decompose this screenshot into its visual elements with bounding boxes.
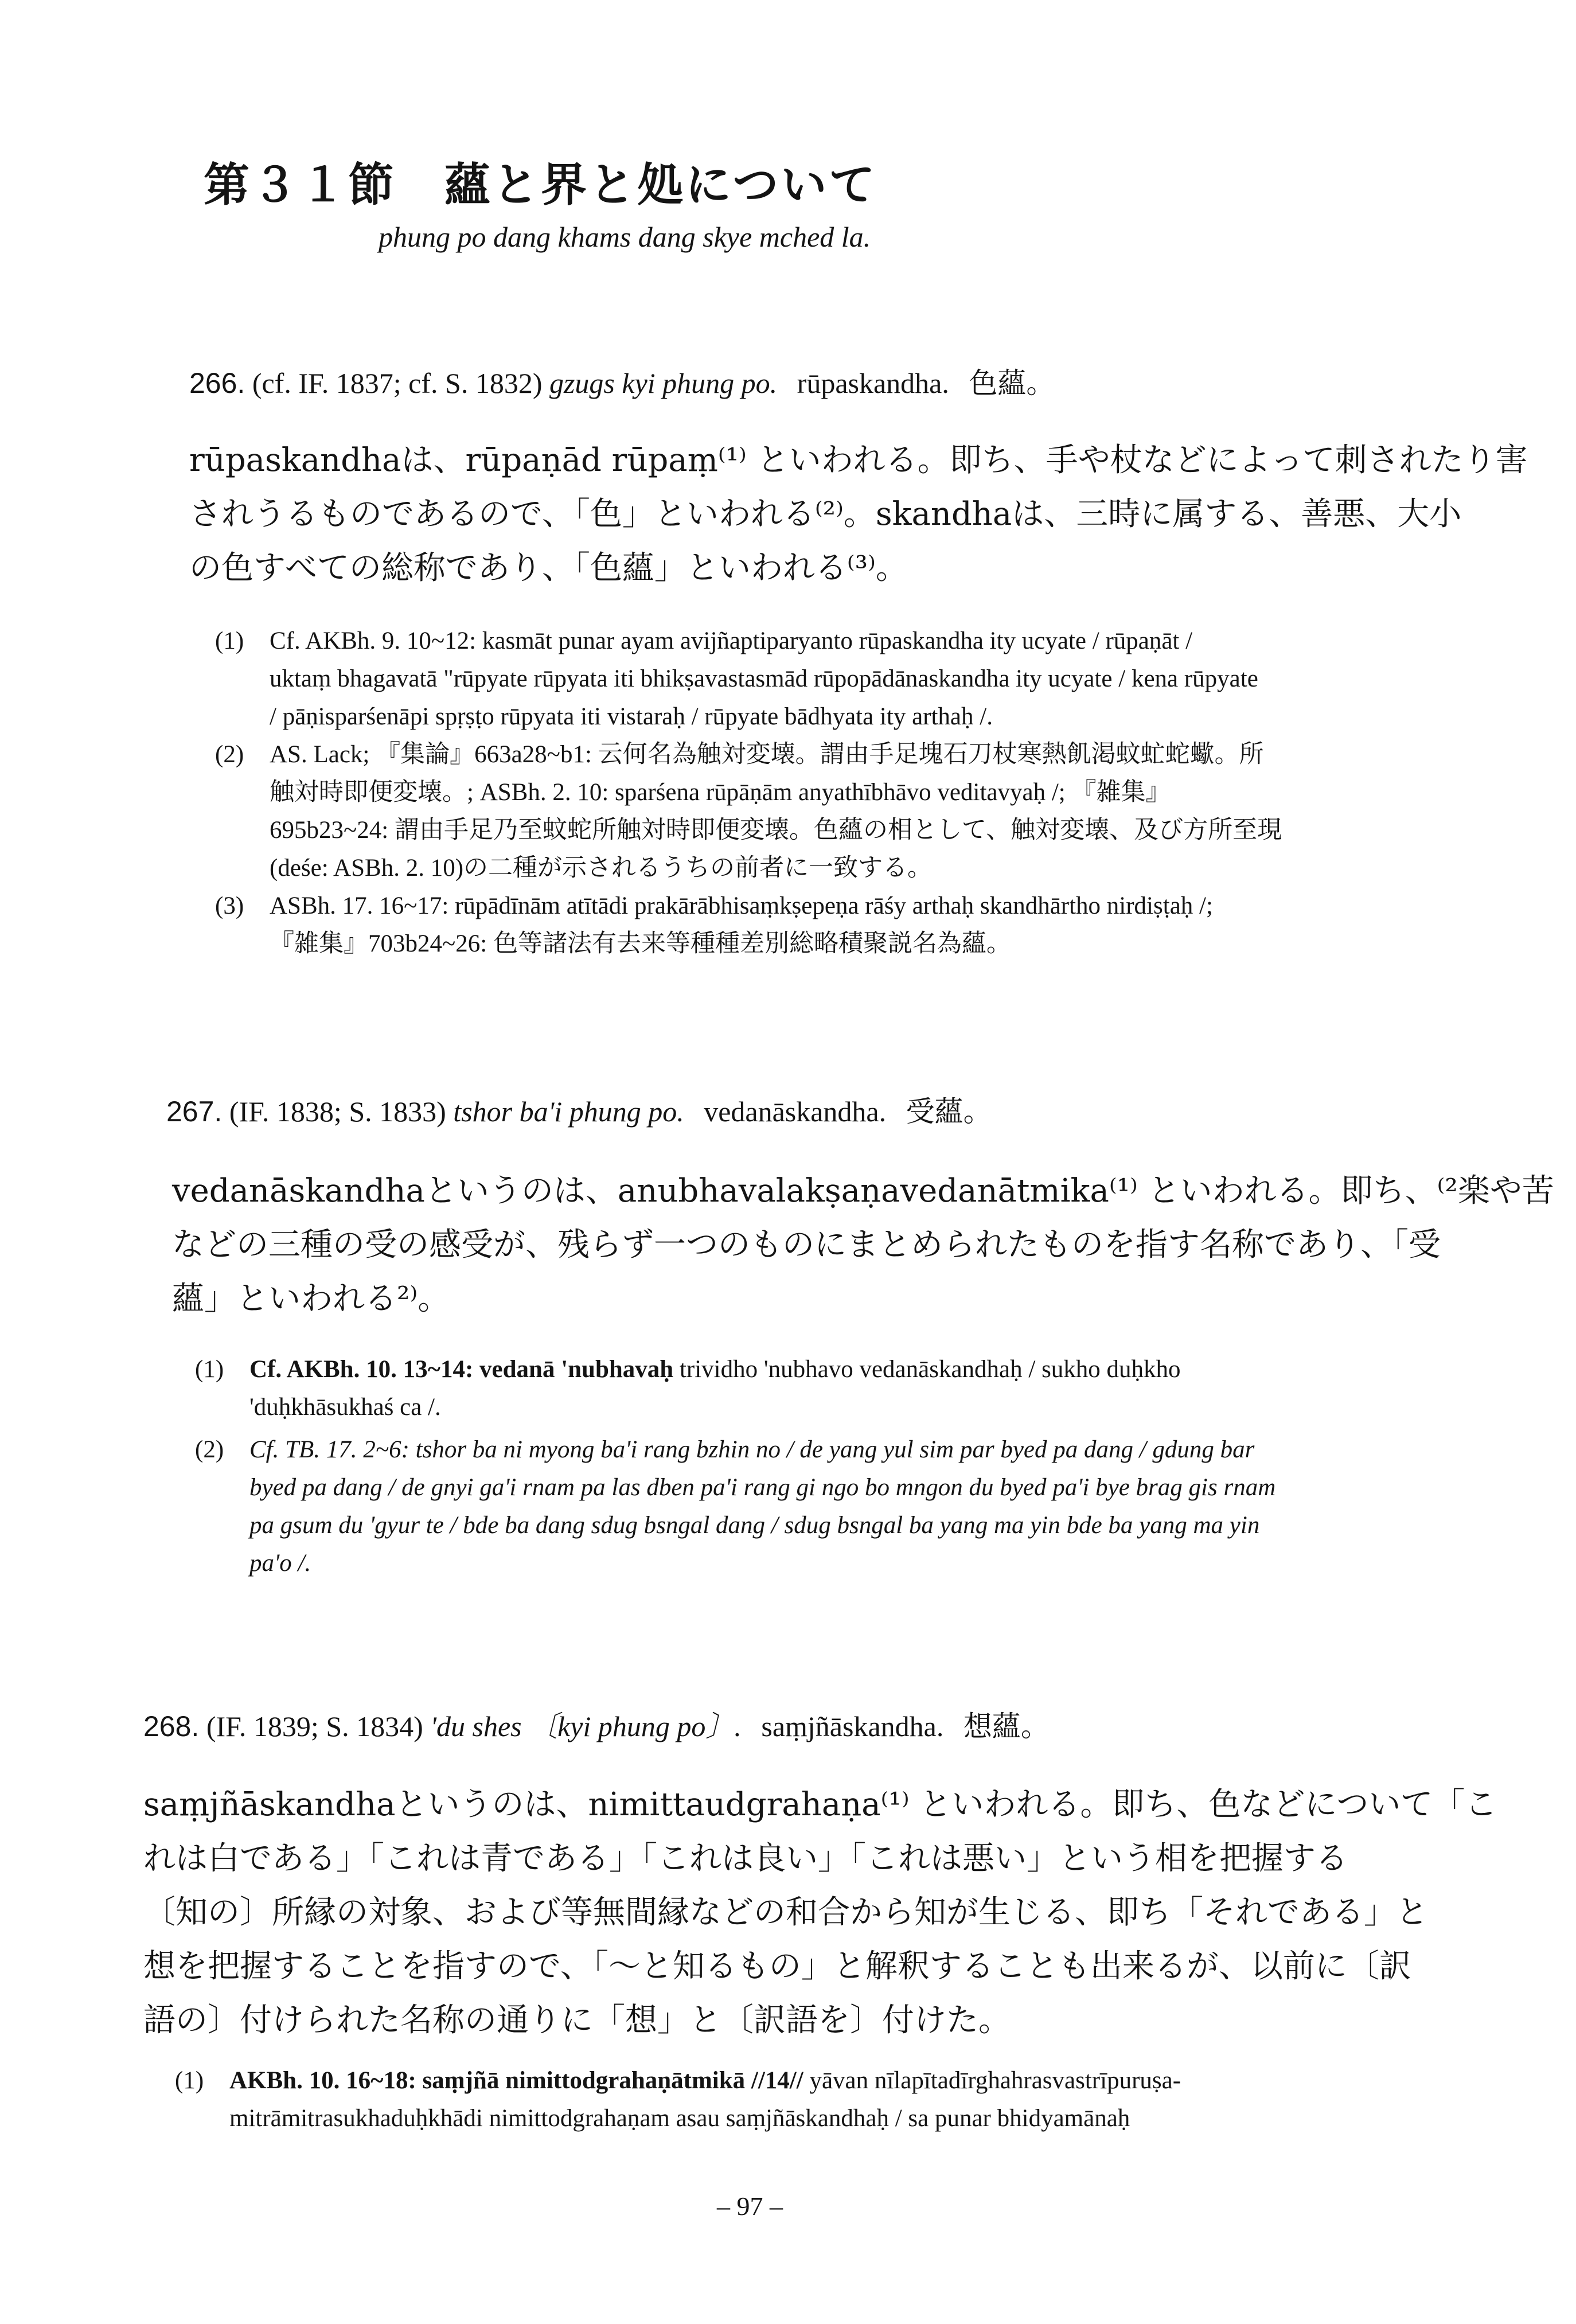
footnote-line: (deśe: ASBh. 2. 10)の二種が示されるうちの前者に一致する。 [270, 855, 933, 882]
footnote [195, 1351, 1275, 1426]
body-line: れは白である」「これは青である」「これは良い」「これは悪い」という相を把握する [143, 1840, 1348, 1877]
footnote-line: 『雑集』703b24~26: 色等諸法有去来等種種差別総略積聚説名為蘊。 [270, 930, 1011, 957]
footnote-bold: AKBh. 10. 16~18: saṃjñā nimittodgrahaṇātmikā //14// [229, 2067, 803, 2094]
footnote-line: AS. Lack; 『集論』663a28~b1: 云何名為触対変壊。謂由手足塊石刀杖寒熱飢渇蚊虻蛇蠍。所 [270, 741, 1264, 768]
entry-body-268 [143, 1778, 1497, 2048]
footnote-line: yāvan nīlapītadīrghahrasvastrīpuruṣa- [803, 2067, 1181, 2094]
entry-number: 266. [189, 367, 245, 399]
footnotes-268 [175, 2062, 1181, 2138]
entry-heading-266 [189, 360, 1055, 401]
entry-body-267 [172, 1164, 1554, 1326]
body-line: されうるものであるので、「色」といわれる⁽²⁾。skandhaは、三時に属する、善悪、大小 [189, 496, 1462, 533]
body-line: 〔知の〕所縁の対象、および等無間縁などの和合から知が生じる、即ち「それである」と [143, 1894, 1428, 1931]
entry-tibetan: 'du shes 〔kyi phung po〕. [430, 1710, 742, 1742]
footnote-line: 'duḥkhāsukhaś ca /. [249, 1394, 441, 1421]
footnote-label: (1) [195, 1356, 224, 1383]
footnote-line: 695b23~24: 謂由手足乃至蚊蛇所触対時即便変壊。色蘊の相として、触対変壊、及び方所至現 [270, 817, 1282, 844]
entry-body-266 [189, 434, 1528, 595]
footnote-label: (3) [215, 892, 244, 919]
page-number: – 97 – [717, 2192, 783, 2221]
footnote [175, 2062, 1181, 2138]
footnote-bold: Cf. AKBh. 10. 13~14: vedanā 'nubhavaḥ [249, 1356, 674, 1383]
entry-reference: (cf. IF. 1837; cf. S. 1832) [252, 367, 543, 399]
footnote-line: uktaṃ bhagavatā "rūpyate rūpyata iti bhikṣavastasmād rūpopādānaskandha ity ucyate / kena rūpyate [270, 665, 1258, 692]
entry-tibetan: tshor ba'i phung po. [453, 1095, 684, 1128]
footnote [195, 1431, 1275, 1582]
footnote [215, 887, 1282, 963]
footnote-line: / pāṇisparśenāpi spṛṣṭo rūpyata iti vistaraḥ / rūpyate bādhyata ity arthaḥ /. [270, 703, 993, 730]
entry-sanskrit: rūpaskandha. [797, 367, 949, 399]
entry-number: 268. [143, 1710, 200, 1742]
footnote-line: ASBh. 17. 16~17: rūpādīnām atītādi prakārābhisaṃkṣepeṇa rāśy arthaḥ skandhārtho nirdiṣṭaḥ /; [270, 892, 1213, 919]
entry-reference: (IF. 1838; S. 1833) [229, 1095, 446, 1128]
entry-japanese: 色蘊。 [969, 367, 1055, 399]
footnote-line: byed pa dang / de gnyi ga'i rnam pa las dben pa'i rang gi ngo bo mngon du byed pa'i bye brag gis rnam [249, 1474, 1276, 1501]
entry-heading-268 [143, 1703, 1050, 1745]
body-line: saṃjñāskandhaというのは、nimittaudgrahaṇa⁽¹⁾ といわれる。即ち、色などについて「こ [143, 1786, 1497, 1823]
entry-heading-267 [166, 1089, 992, 1130]
body-line: 語の〕付けられた名称の通りに「想」と〔訳語を〕付けた。 [143, 2002, 1011, 2039]
footnote-line: mitrāmitrasukhaduḥkhādi nimittodgrahaṇam asau saṃjñāskandhaḥ / sa punar bhidyamānaḥ [229, 2105, 1130, 2132]
entry-sanskrit: saṃjñāskandha. [761, 1710, 944, 1742]
body-line: 想を把握することを指すので、「～と知るもの」と解釈することも出来るが、以前に〔訳 [143, 1948, 1411, 1985]
section-title: 第３１節 蘊と界と処について [204, 158, 877, 212]
footnote-line: trividho 'nubhavo vedanāskandhaḥ / sukho duḥkho [673, 1356, 1181, 1383]
footnote-line: Cf. TB. 17. 2~6: tshor ba ni myong ba'i rang bzhin no / de yang yul sim par byed pa dang / gdung bar [249, 1436, 1255, 1463]
footnote [215, 736, 1282, 887]
entry-japanese: 受蘊。 [906, 1095, 992, 1128]
body-line: 蘊」といわれる²⁾。 [172, 1280, 450, 1317]
entry-sanskrit: vedanāskandha. [704, 1095, 887, 1128]
footnotes-267 [195, 1351, 1275, 1582]
footnotes-266 [215, 622, 1282, 963]
footnote-label: (2) [195, 1436, 224, 1463]
footnote-line: 触対時即便変壊。; ASBh. 2. 10: sparśena rūpāṇām anyathībhāvo veditavyaḥ /; 『雑集』 [270, 779, 1171, 806]
footnote-label: (2) [215, 741, 244, 768]
body-line: rūpaskandhaは、rūpaṇād rūpaṃ⁽¹⁾ といわれる。即ち、手や杖などによって刺されたり害 [189, 442, 1528, 479]
entry-tibetan: gzugs kyi phung po. [549, 367, 778, 399]
body-line: の色すべての総称であり、「色蘊」といわれる⁽³⁾。 [189, 549, 908, 587]
entry-number: 267. [166, 1095, 223, 1128]
body-line: などの三種の受の感受が、残らず一つのものにまとめられたものを指す名称であり、「受 [172, 1226, 1441, 1264]
entry-reference: (IF. 1839; S. 1834) [206, 1710, 423, 1742]
footnote-label: (1) [175, 2067, 204, 2094]
entry-japanese: 想蘊。 [963, 1710, 1050, 1742]
footnote-line: pa'o /. [249, 1550, 311, 1577]
body-line: vedanāskandhaというのは、anubhavalakṣaṇavedanātmika⁽¹⁾ といわれる。即ち、⁽²楽や苦 [172, 1172, 1554, 1210]
footnote-line: pa gsum du 'gyur te / bde ba dang sdug bsngal dang / sdug bsngal ba yang ma yin bde ba yang ma yin [249, 1512, 1260, 1539]
footnote [215, 622, 1282, 736]
footnote-line: Cf. AKBh. 9. 10~12: kasmāt punar ayam avijñaptiparyanto rūpaskandha ity ucyate / rūpaṇāt / [270, 627, 1193, 654]
section-subtitle: phung po dang khams dang skye mched la. [379, 221, 871, 253]
footnote-label: (1) [215, 627, 244, 654]
